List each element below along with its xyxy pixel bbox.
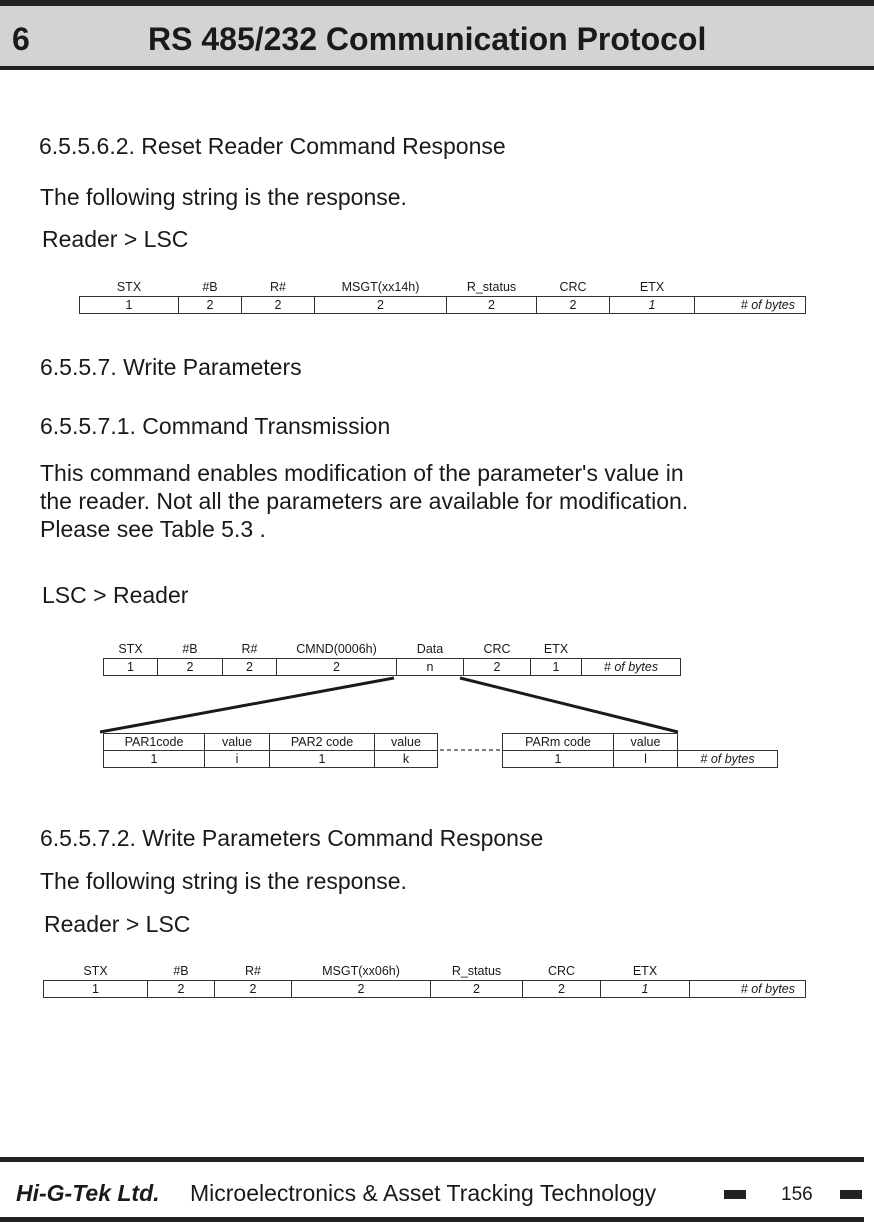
bytes-label: # of bytes xyxy=(690,980,806,997)
parameter-table-left xyxy=(103,733,438,768)
body-line: the reader. Not all the parameters are available for modification. xyxy=(40,488,689,514)
table-value-cell: 1 xyxy=(80,296,179,313)
footer-marker-right xyxy=(840,1190,862,1199)
table-value-cell: 1 xyxy=(601,980,690,997)
table-header-cell: PAR1code xyxy=(104,734,205,751)
expansion-line-left xyxy=(100,678,394,732)
section3-intro: The following string is the response. xyxy=(40,868,407,894)
table-header-cell: MSGT(xx06h) xyxy=(322,964,400,979)
table-value-cell: 2 xyxy=(215,980,292,997)
table-value-cell: l xyxy=(614,751,678,768)
table-header-cell: R_status xyxy=(466,280,517,295)
table-header-cell: PAR2 code xyxy=(270,734,375,751)
table-header-spacer xyxy=(678,734,778,751)
footer-description: Microelectronics & Asset Tracking Technology xyxy=(190,1180,657,1206)
chapter-title: RS 485/232 Communication Protocol xyxy=(148,21,707,57)
table-value-cell: 1 xyxy=(610,296,695,313)
chapter-number: 6 xyxy=(12,21,30,57)
table-header-cell: value xyxy=(375,734,438,751)
subsection-heading-command-transmission: 6.5.5.7.1. Command Transmission xyxy=(40,413,391,439)
table-value-cell: 2 xyxy=(158,658,223,675)
table-header-cell: STX xyxy=(116,280,142,295)
table-value-cell: 2 xyxy=(537,296,610,313)
table-header-cell: ETX xyxy=(639,280,665,295)
table-header-cell: R# xyxy=(270,280,286,295)
table-header-cell: R_status xyxy=(451,964,502,979)
table-value-cell: 1 xyxy=(104,658,158,675)
footer-rule-top xyxy=(0,1157,864,1162)
table-value-cell: 2 xyxy=(431,980,523,997)
bytes-label: # of bytes xyxy=(678,751,778,768)
table-value-cell: 2 xyxy=(179,296,242,313)
table-header-cell: #B xyxy=(182,642,198,657)
table-header-cell: #B xyxy=(202,280,218,295)
table-value-cell: 1 xyxy=(104,751,205,768)
table-value-cell: 2 xyxy=(223,658,277,675)
section1-direction: Reader > LSC xyxy=(42,226,189,252)
parameter-table-right xyxy=(502,733,778,768)
table-value-cell: 2 xyxy=(315,296,447,313)
table-value-cell: 2 xyxy=(523,980,601,997)
section3-direction: Reader > LSC xyxy=(44,911,191,937)
table-header-cell: ETX xyxy=(543,642,569,657)
table-value-cell: 2 xyxy=(148,980,215,997)
table-value-cell: 2 xyxy=(277,658,397,675)
table-header-cell: CMND(0006h) xyxy=(296,642,377,657)
body-line: This command enables modification of the parameter's value in xyxy=(40,460,684,486)
bytes-label: # of bytes xyxy=(582,658,681,675)
table-header-cell: value xyxy=(205,734,270,751)
table-value-cell: 2 xyxy=(464,658,531,675)
table-header-cell: ETX xyxy=(632,964,658,979)
table-header-cell: Data xyxy=(416,642,444,657)
table-header-cell: STX xyxy=(83,964,108,979)
table-header-spacer xyxy=(690,963,806,980)
table-header-cell: R# xyxy=(245,964,261,979)
table-value-cell: 1 xyxy=(44,980,148,997)
table-header-cell: R# xyxy=(241,642,258,657)
table-value-cell: 1 xyxy=(531,658,582,675)
expansion-line-right xyxy=(460,678,678,732)
footer-marker-left xyxy=(724,1190,746,1199)
table-header-cell: STX xyxy=(118,642,143,657)
table-value-cell: n xyxy=(397,658,464,675)
table-header-cell: MSGT(xx14h) xyxy=(341,280,420,295)
table-value-cell: 2 xyxy=(292,980,431,997)
table-header-cell: PARm code xyxy=(503,734,614,751)
subsection-heading-write-response: 6.5.5.7.2. Write Parameters Command Response xyxy=(40,825,544,851)
table-header-cell: CRC xyxy=(559,280,587,295)
table-value-cell: i xyxy=(205,751,270,768)
footer-rule-bottom xyxy=(0,1217,864,1222)
section-heading-write-parameters: 6.5.5.7. Write Parameters xyxy=(40,354,302,380)
bytes-label: # of bytes xyxy=(695,296,806,313)
table-value-cell: 2 xyxy=(242,296,315,313)
frame-table-write-response xyxy=(43,963,806,998)
table-value-cell: 1 xyxy=(270,751,375,768)
table-value-cell: 1 xyxy=(503,751,614,768)
section-heading-reset-response: 6.5.5.6.2. Reset Reader Command Response xyxy=(39,133,506,159)
table-header-cell: CRC xyxy=(547,964,576,979)
page-number: 156 xyxy=(781,1184,813,1205)
section1-intro: The following string is the response. xyxy=(40,184,407,210)
section2-direction: LSC > Reader xyxy=(42,582,189,608)
footer-company-name: Hi-G-Tek Ltd. xyxy=(16,1180,160,1206)
table-value-cell: 2 xyxy=(447,296,537,313)
table-value-cell: k xyxy=(375,751,438,768)
table-header-cell: #B xyxy=(173,964,189,979)
body-line: Please see Table 5.3 . xyxy=(40,516,266,542)
table-header-cell: value xyxy=(614,734,678,751)
table-header-cell: CRC xyxy=(483,642,511,657)
